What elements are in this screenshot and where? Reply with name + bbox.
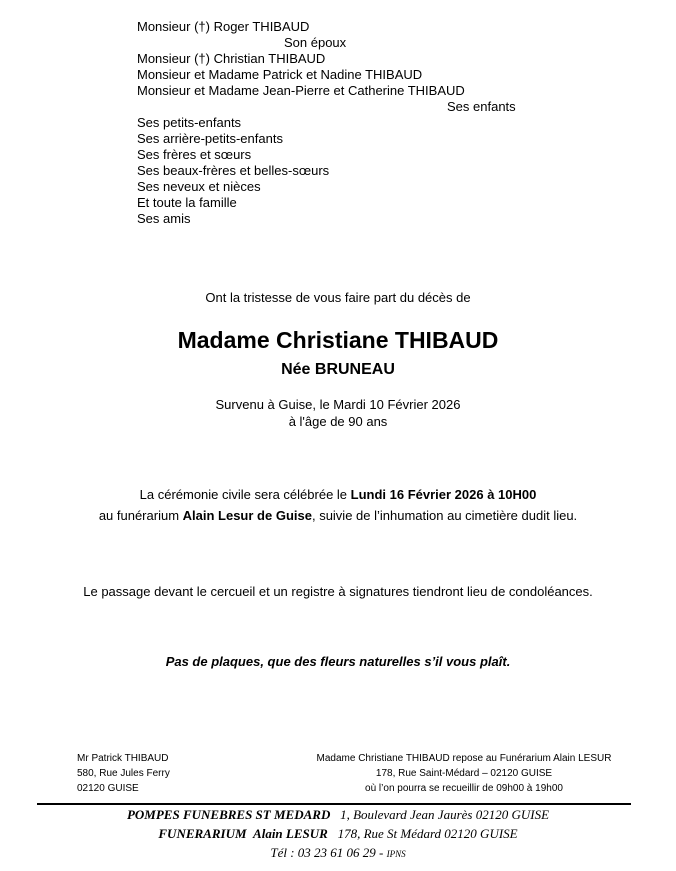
family-children-role: Ses enfants	[447, 99, 516, 114]
family-child: Monsieur (†) Christian THIBAUD	[137, 51, 326, 66]
funerarium-name: Alain LESUR	[253, 826, 328, 841]
family-relative: Et toute la famille	[137, 195, 237, 210]
pf-name: POMPES FUNEBRES ST MEDARD	[126, 807, 331, 822]
ceremony-line-2	[0, 508, 676, 523]
family-relative: Ses amis	[137, 211, 191, 226]
footer-divider	[37, 803, 631, 805]
contact-street: 580, Rue Jules Ferry	[77, 768, 170, 779]
family-child: Monsieur et Madame Jean-Pierre et Catherine THIBAUD	[137, 83, 465, 98]
ceremony-text: La cérémonie civile sera célébrée le	[139, 487, 351, 502]
condolences-note: Le passage devant le cercueil et un registre à signatures tiendront lieu de condoléances.	[83, 584, 593, 599]
flowers-note: Pas de plaques, que des fleurs naturelles s’il vous plaît.	[165, 654, 511, 669]
contact-name: Mr Patrick THIBAUD	[77, 753, 169, 764]
ipns-mark: IPNS	[386, 849, 406, 859]
family-spouse: Monsieur (†) Roger THIBAUD	[137, 19, 310, 34]
ceremony-date: Lundi 16 Février 2026 à 10H00	[350, 487, 537, 502]
funeral-home-name: Alain Lesur de Guise	[182, 508, 312, 523]
funerarium-label: FUNERARIUM	[158, 826, 247, 841]
pf-address: 1, Boulevard Jean Jaurès 02120 GUISE	[340, 807, 550, 822]
family-relative: Ses frères et sœurs	[137, 147, 252, 162]
family-child: Monsieur et Madame Patrick et Nadine THIBAUD	[137, 67, 423, 82]
ceremony-text: , suivie de l’inhumation au cimetière dudit lieu.	[311, 508, 578, 523]
funerarium-address: 178, Rue St Médard 02120 GUISE	[337, 826, 518, 841]
family-spouse-role: Son époux	[284, 35, 347, 50]
rest-line-3: où l’on pourra se recueillir de 09h00 à 19h00	[365, 783, 563, 794]
maiden-name: Née BRUNEAU	[281, 361, 395, 378]
family-relative: Ses arrière-petits-enfants	[137, 131, 283, 146]
rest-line-2: 178, Rue Saint-Médard – 02120 GUISE	[375, 768, 553, 779]
footer-pf-line	[0, 807, 676, 823]
family-relative: Ses beaux-frères et belles-sœurs	[137, 163, 330, 178]
contact-city: 02120 GUISE	[77, 783, 139, 794]
death-date: Survenu à Guise, le Mardi 10 Février 2026	[215, 397, 461, 412]
footer-phone-line	[0, 845, 676, 861]
announcement-intro: Ont la tristesse de vous faire part du décès de	[205, 290, 471, 305]
family-relative: Ses petits-enfants	[137, 115, 242, 130]
ceremony-text: au funérarium	[98, 508, 183, 523]
phone: Tél : 03 23 61 06 29 -	[270, 845, 384, 860]
age-line: à l'âge de 90 ans	[288, 414, 388, 429]
footer-funerarium-line	[0, 826, 676, 842]
deceased-name: Madame Christiane THIBAUD	[177, 327, 499, 353]
rest-line-1: Madame Christiane THIBAUD repose au Funérarium Alain LESUR	[316, 753, 612, 764]
ceremony-line-1	[0, 487, 676, 502]
family-relative: Ses neveux et nièces	[137, 179, 261, 194]
